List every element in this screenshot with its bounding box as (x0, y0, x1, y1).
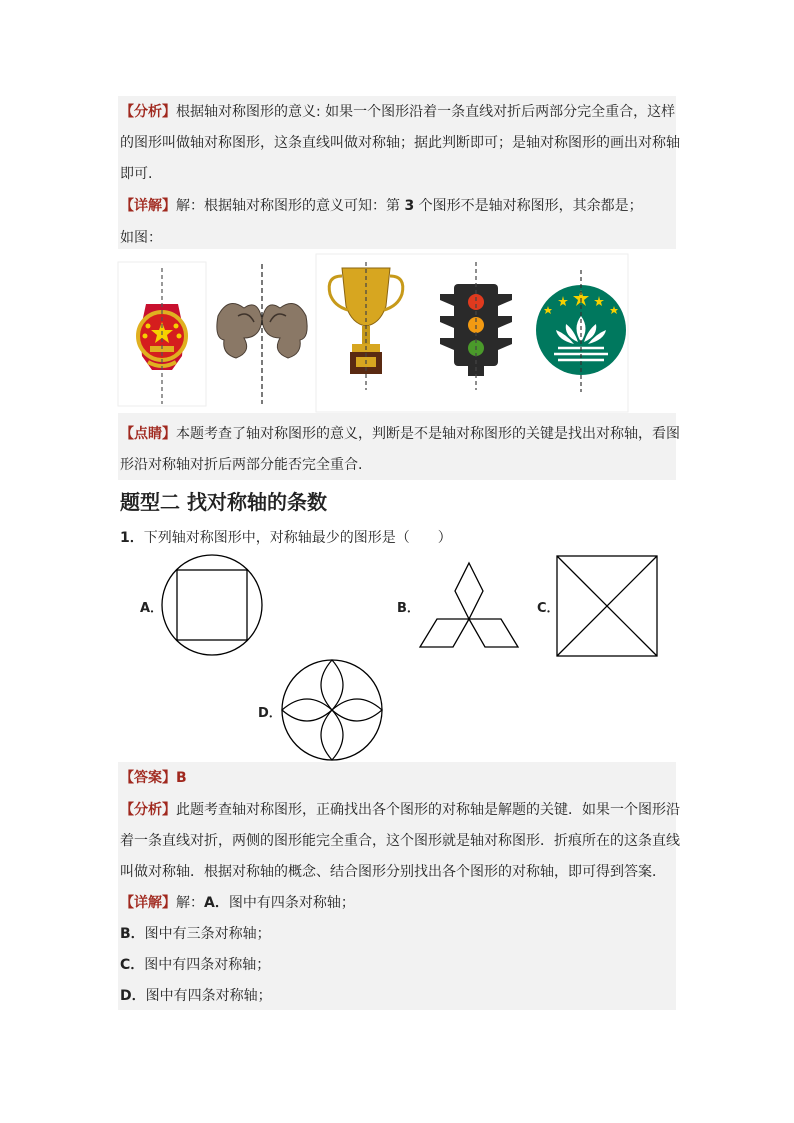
detail-label: C． (120, 957, 145, 973)
question-text: 下列轴对称图形中，对称轴最少的图形是（ ） (143, 530, 452, 546)
detail-line (120, 893, 355, 913)
comment-line (120, 424, 680, 444)
detail-tag: 【详解】 (120, 895, 176, 911)
question-line (120, 528, 452, 548)
analysis-tag: 【分析】 (120, 104, 176, 120)
detail-line (120, 955, 270, 975)
detail-label: B． (120, 926, 145, 942)
analysis-line: 着一条直线对折，两侧的图形能完全重合，这个图形就是轴对称图形．折痕所在的这条直线 (120, 833, 680, 849)
detail-tag: 【详解】 (120, 198, 176, 214)
detail-line (120, 196, 643, 216)
analysis-tag: 【分析】 (120, 802, 176, 818)
answer-value: B (176, 770, 187, 786)
analysis-line (120, 102, 675, 122)
comment-text: 本题考查了轴对称图形的意义，判断是不是轴对称图形的关键是找出对称轴，看图 (176, 426, 680, 442)
comment-tag: 【点睛】 (120, 426, 176, 442)
detail-line (120, 924, 271, 944)
analysis-line: 即可. (120, 166, 153, 182)
analysis-text: 此题考查轴对称图形，正确找出各个图形的对称轴是解题的关键．如果一个图形沿 (176, 802, 680, 818)
question-number: 1． (120, 530, 144, 546)
detail-text: 图中有四条对称轴； (228, 895, 355, 911)
option-b-label: B． (397, 601, 420, 616)
detail-label: D． (120, 988, 146, 1004)
symmetry-images-row (118, 254, 630, 414)
option-b-figure (418, 561, 520, 649)
analysis-line: 叫做对称轴．根据对称轴的概念、结合图形分别找出各个图形的对称轴，即可得到答案． (120, 864, 666, 880)
detail-line: 如图： (120, 230, 162, 246)
analysis-line: 的图形叫做轴对称图形，这条直线叫做对称轴；据此判断即可；是轴对称图形的画出对称轴 (120, 135, 680, 151)
option-a-figure (160, 553, 264, 657)
section-title: 题型二 找对称轴的条数 (120, 490, 327, 514)
detail-text: 解：根据轴对称图形的意义可知：第 (176, 198, 400, 214)
option-a-label: A． (140, 601, 164, 616)
detail-text: 个图形不是轴对称图形，其余都是； (418, 198, 643, 214)
answer-tag: 【答案】 (120, 770, 176, 786)
detail-text: 图中有三条对称轴； (144, 926, 271, 942)
detail-line (120, 986, 272, 1006)
option-d-label: D． (258, 706, 282, 721)
answer-line (120, 768, 187, 788)
detail-number: 3 (404, 198, 415, 214)
option-c-label: C． (537, 601, 560, 616)
detail-text: 图中有四条对称轴； (144, 957, 271, 973)
option-d-figure (280, 658, 384, 762)
analysis-line (120, 800, 680, 820)
option-c-figure (556, 555, 658, 657)
national-emblem-image (118, 262, 206, 406)
detail-label: A． (204, 895, 229, 911)
detail-text: 图中有四条对称轴； (145, 988, 272, 1004)
ornament-scroll-image (208, 262, 316, 406)
comment-line: 形沿对称轴对折后两部分能否完全重合. (120, 457, 363, 473)
detail-text: 解： (176, 895, 204, 911)
analysis-text: 根据轴对称图形的意义: 如果一个图形沿着一条直线对折后两部分完全重合，这样 (176, 104, 676, 120)
